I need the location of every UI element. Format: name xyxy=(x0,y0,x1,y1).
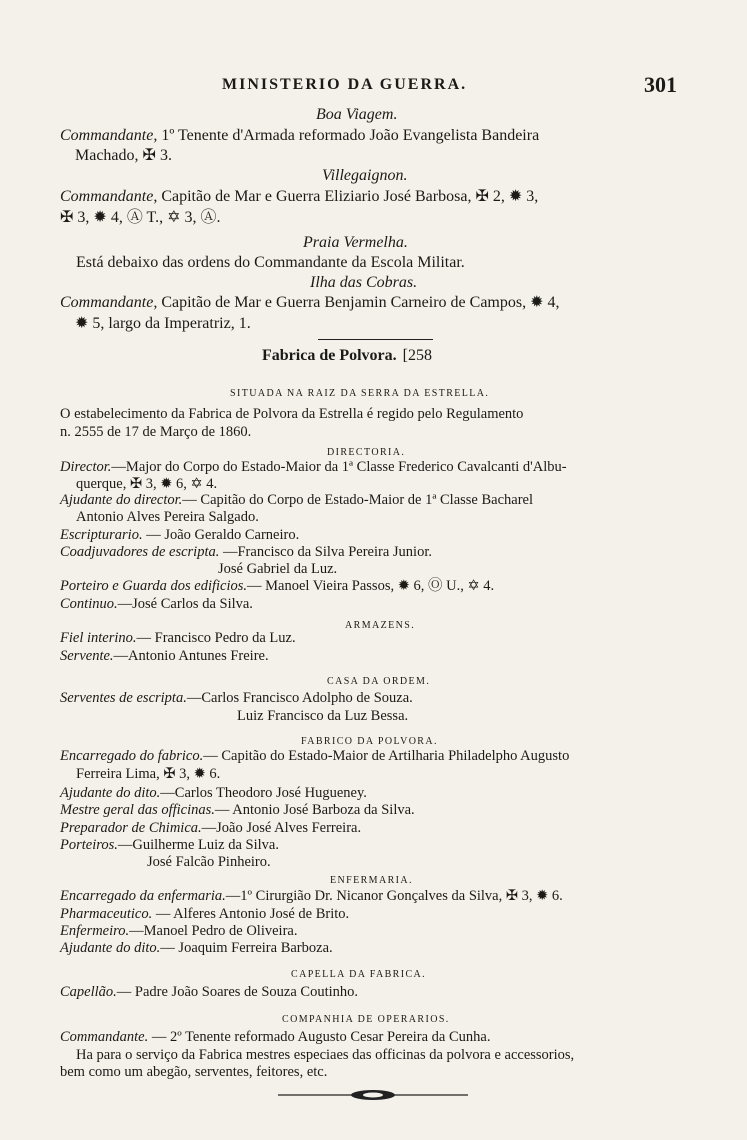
line-text: —Francisco da Silva Pereira Junior. xyxy=(219,544,432,560)
role-label: Coadjuvadores de escripta. xyxy=(60,544,220,560)
line-pharmaceutico xyxy=(60,906,349,923)
role-label: Continuo. xyxy=(60,596,118,612)
line-text: FABRICO DA POLVORA. xyxy=(301,736,438,747)
line-ilha-cobras-heading xyxy=(310,274,417,292)
line-porteiros-1 xyxy=(60,837,279,854)
line-ajudante-1 xyxy=(60,492,533,509)
line-text: — Manoel Vieira Passos, ✹ 6, Ⓞ U., ✡ 4. xyxy=(247,578,495,594)
line-text: Antonio Alves Pereira Salgado. xyxy=(76,509,259,525)
role-label: Commandante, xyxy=(60,127,158,144)
role-label: Commandante, xyxy=(60,294,158,311)
running-title: MINISTERIO DA GUERRA. xyxy=(222,76,468,93)
line-servente xyxy=(60,648,269,665)
line-text: Capitão de Mar e Guerra Eliziario José Barbosa, ✠ 2, ✹ 3, xyxy=(157,188,539,205)
role-label: Pharmaceutico. xyxy=(60,906,153,922)
line-text: — Antonio José Barboza da Silva. xyxy=(214,802,415,818)
role-label: Ajudante do dito. xyxy=(60,785,161,801)
role-label: Escripturario. xyxy=(60,527,143,543)
line-praia-vermelha-heading xyxy=(303,234,408,252)
line-text: — Joaquim Ferreira Barboza. xyxy=(160,940,333,956)
line-text: — Francisco Pedro da Luz. xyxy=(136,630,296,646)
line-ic-cmd-2 xyxy=(75,315,251,333)
line-bv-cmd-1 xyxy=(60,127,539,145)
end-ornament xyxy=(278,1088,468,1102)
line-text: Praia Vermelha. xyxy=(303,234,408,251)
line-text: —Manoel Pedro de Oliveira. xyxy=(129,923,298,939)
line-text: Boa Viagem. xyxy=(316,106,398,123)
line-text: n. 2555 de 17 de Março de 1860. xyxy=(60,424,252,440)
line-porteiro xyxy=(60,578,494,595)
role-label: Ajudante do dito. xyxy=(60,940,161,956)
role-label: Serventes de escripta. xyxy=(60,690,187,706)
line-capella xyxy=(291,966,426,984)
line-estab-1 xyxy=(60,406,523,423)
line-text: —Carlos Theodoro José Hugueney. xyxy=(160,785,367,801)
line-continuo xyxy=(60,596,253,613)
role-label: Enfermeiro. xyxy=(60,923,130,939)
line-serventes-2 xyxy=(237,708,408,725)
role-label: Ajudante do director. xyxy=(60,492,183,508)
line-text: Está debaixo das ordens do Commandante da Escola Militar. xyxy=(76,254,465,271)
role-label: Porteiros. xyxy=(60,837,118,853)
line-preparador xyxy=(60,820,361,837)
role-label: Mestre geral das officinas. xyxy=(60,802,215,818)
line-text: Capitão de Mar e Guerra Benjamin Carneiro de Campos, ✹ 4, xyxy=(157,294,560,311)
line-companhia xyxy=(282,1011,450,1029)
line-ic-cmd-1 xyxy=(60,294,560,312)
line-ha-2 xyxy=(60,1064,327,1081)
line-text: ENFERMARIA. xyxy=(330,875,413,886)
line-coadjuvadores-1 xyxy=(60,544,432,561)
page-number: 301 xyxy=(644,72,677,97)
line-ajudante-dito-2 xyxy=(60,940,333,957)
line-text: Ha para o serviço da Fabrica mestres especiaes das officinas da polvora e accessorios, xyxy=(76,1047,575,1063)
line-text: —Antonio Antunes Freire. xyxy=(113,648,269,664)
line-text: —Carlos Francisco Adolpho de Souza. xyxy=(186,690,413,706)
role-label: Commandante. xyxy=(60,1029,149,1045)
line-text: COMPANHIA DE OPERARIOS. xyxy=(282,1014,450,1025)
line-text: —José Carlos da Silva. xyxy=(117,596,253,612)
line-text: CAPELLA DA FABRICA. xyxy=(291,969,427,980)
line-text: — Padre João Soares de Souza Coutinho. xyxy=(116,984,359,1000)
line-armazens xyxy=(345,617,415,635)
line-pv-text xyxy=(76,254,465,272)
role-label: Capellão. xyxy=(60,984,117,1000)
role-label: Encarregado do fabrico. xyxy=(60,748,204,764)
line-enc-enf xyxy=(60,888,563,905)
line-estab-2 xyxy=(60,424,251,441)
line-text: José Falcão Pinheiro. xyxy=(147,854,271,870)
line-fabrica-heading xyxy=(262,347,432,365)
line-text: 1º Tenente d'Armada reformado João Evangelista Bandeira xyxy=(157,127,540,144)
line-vg-cmd-1 xyxy=(60,188,538,206)
line-fiel xyxy=(60,630,296,647)
line-text: ARMAZENS. xyxy=(345,620,416,631)
line-director-1 xyxy=(60,459,567,476)
section-reference: [258 xyxy=(402,347,432,364)
role-label: Servente. xyxy=(60,648,114,664)
line-text: —1º Cirurgião Dr. Nicanor Gonçalves da Silva, ✠ 3, ✹ 6. xyxy=(225,888,563,904)
role-label: Fiel interino. xyxy=(60,630,137,646)
line-text: DIRECTORIA. xyxy=(327,447,406,458)
role-label: Commandante, xyxy=(60,188,158,205)
line-bv-cmd-2 xyxy=(75,147,172,165)
line-serventes-1 xyxy=(60,690,413,707)
line-text: — Capitão do Corpo de Estado-Maior de 1ª Classe Bacharel xyxy=(182,492,534,508)
role-label: Director. xyxy=(60,459,112,475)
section-rule xyxy=(318,339,433,340)
line-coadjuvadores-2 xyxy=(218,561,337,578)
line-porteiros-2 xyxy=(147,854,271,871)
line-encarregado-1 xyxy=(60,748,569,765)
line-text: —Guilherme Luiz da Silva. xyxy=(117,837,279,853)
line-escripturario xyxy=(60,527,299,544)
line-ajudante-2 xyxy=(76,509,259,526)
line-text: querque, ✠ 3, ✹ 6, ✡ 4. xyxy=(76,476,218,492)
line-text: —Major do Corpo do Estado-Maior da 1ª Classe Frederico Cavalcanti d'Albu- xyxy=(111,459,567,475)
line-encarregado-2 xyxy=(76,766,220,783)
running-header xyxy=(0,72,747,100)
line-text: ✹ 5, largo da Imperatriz, 1. xyxy=(75,315,251,332)
role-label: Encarregado da enfermaria. xyxy=(60,888,226,904)
section-heading: Fabrica de Polvora. xyxy=(262,347,397,364)
line-villegaignon-heading xyxy=(322,167,407,185)
role-label: Preparador de Chimica. xyxy=(60,820,202,836)
line-text: — 2º Tenente reformado Augusto Cesar Pereira da Cunha. xyxy=(148,1029,491,1045)
line-text: Ilha das Cobras. xyxy=(310,274,418,291)
line-text: Ferreira Lima, ✠ 3, ✹ 6. xyxy=(76,766,221,782)
line-text: CASA DA ORDEM. xyxy=(327,676,431,687)
line-comp-cmd xyxy=(60,1029,490,1046)
line-casa-ordem xyxy=(327,673,430,691)
line-boa-viagem-heading xyxy=(316,106,397,124)
line-text: Machado, ✠ 3. xyxy=(75,147,172,164)
line-vg-cmd-2 xyxy=(60,209,221,227)
line-text: ✠ 3, ✹ 4, Ⓐ T., ✡ 3, Ⓐ. xyxy=(60,209,221,226)
line-text: Luiz Francisco da Luz Bessa. xyxy=(237,708,409,724)
line-text: Villegaignon. xyxy=(322,167,408,184)
line-situada xyxy=(230,385,489,403)
line-capellao xyxy=(60,984,358,1001)
line-enfermeiro xyxy=(60,923,297,940)
line-ha-1 xyxy=(76,1047,574,1064)
line-text: bem como um abegão, serventes, feitores, etc. xyxy=(60,1064,328,1080)
line-text: SITUADA NA RAIZ DA SERRA DA ESTRELLA. xyxy=(230,388,490,399)
line-text: — Alferes Antonio José de Brito. xyxy=(152,906,350,922)
line-ajudante-dito xyxy=(60,785,367,802)
line-text: —João José Alves Ferreira. xyxy=(201,820,362,836)
line-director-2 xyxy=(76,476,217,493)
line-text: — Capitão do Estado-Maior de Artilharia Philadelpho Augusto xyxy=(203,748,570,764)
line-mestre xyxy=(60,802,415,819)
line-text: — João Geraldo Carneiro. xyxy=(142,527,300,543)
line-text: José Gabriel da Luz. xyxy=(218,561,338,577)
line-text: O estabelecimento da Fabrica de Polvora da Estrella é regido pelo Regulamento xyxy=(60,406,524,422)
role-label: Porteiro e Guarda dos edificios. xyxy=(60,578,248,594)
